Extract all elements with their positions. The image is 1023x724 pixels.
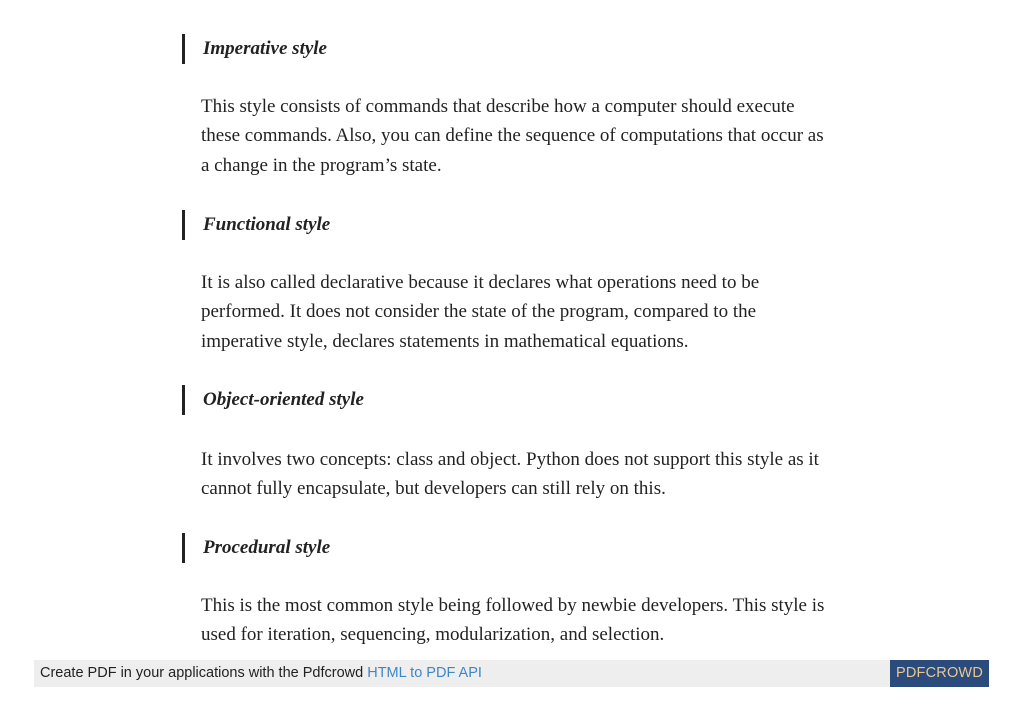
- section-body-object-oriented: It involves two concepts: class and object. Python does not support this style as it cannot fully encapsulate, but developers can still rely on this.: [201, 449, 819, 500]
- section-heading-object-oriented: Object-oriented style: [182, 385, 364, 415]
- section-body-functional: It is also called declarative because it declares what operations need to be performed. It does not consider the state of the program, compared to the imperative style, declares statements in mathematical equations.: [201, 272, 760, 352]
- footer-text: Create PDF in your applications with the Pdfcrowd: [40, 665, 368, 681]
- pdfcrowd-brand-button[interactable]: PDFCROWD: [890, 660, 989, 687]
- section-body-procedural: This is the most common style being followed by newbie developers. This style is used for iteration, sequencing, modularization, and selection.: [201, 595, 825, 646]
- html-to-pdf-api-link[interactable]: HTML to PDF API: [367, 665, 482, 681]
- section-heading-imperative: Imperative style: [182, 34, 327, 64]
- section-heading-functional: Functional style: [182, 210, 330, 240]
- footer-message: [40, 660, 482, 687]
- pdfcrowd-footer-bar: [34, 660, 989, 687]
- section-heading-procedural: Procedural style: [182, 533, 330, 563]
- section-body-imperative: This style consists of commands that describe how a computer should execute these commands. Also, you can define the sequence of computations that occur as a change in the program’s state.: [201, 96, 824, 176]
